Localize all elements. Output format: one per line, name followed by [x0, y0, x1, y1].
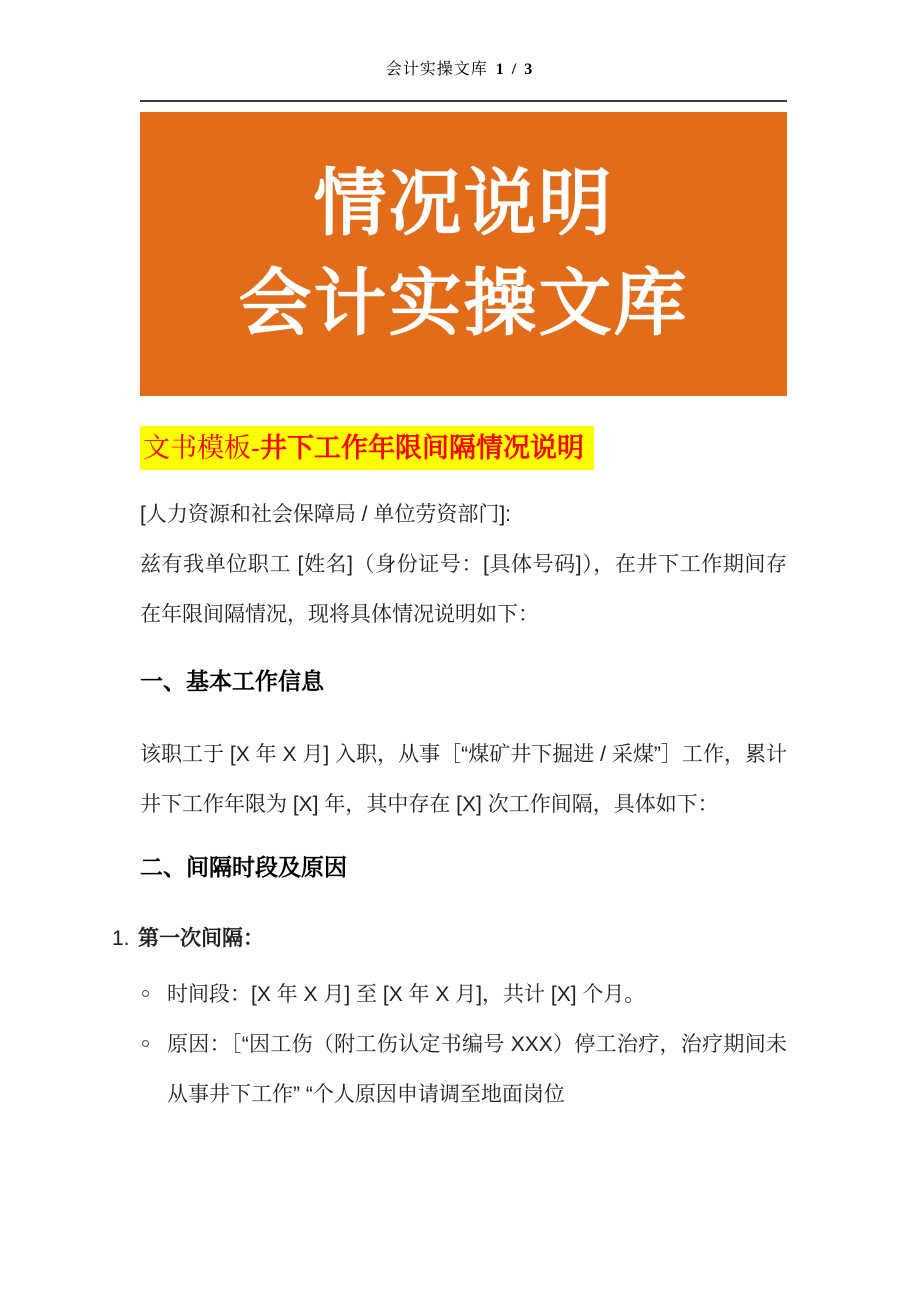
- salutation-paragraph: [人力资源和社会保障局 / 单位劳资部门]:: [140, 503, 512, 526]
- detail-reason-text: 原因：［“因工伤（附工伤认定书编号 XXX）停工治疗，治疗期间未从事井下工作” “个人原因申请调至地面岗位: [167, 1033, 787, 1106]
- circle-bullet-icon: [142, 990, 149, 997]
- interval-item-1: [112, 914, 787, 1120]
- detail-item-period: [112, 970, 787, 1020]
- section-heading-basic-info: 一、基本工作信息: [140, 668, 324, 694]
- interval-item-label: 第一次间隔：: [138, 927, 264, 950]
- document-body: [112, 490, 787, 1120]
- banner-title-line1: 情况说明: [313, 163, 614, 244]
- doc-title-main: 井下工作年限间隔情况说明: [260, 433, 584, 463]
- interval-detail-list: [112, 970, 787, 1120]
- basic-info-paragraph: 该职工于 [X 年 X 月] 入职，从事［“煤矿井下掘进 / 采煤”］工作，累计井下工作年限为 [X] 年，其中存在 [X] 次工作间隔，具体如下：: [140, 743, 787, 816]
- detail-period-text: 时间段：[X 年 X 月] 至 [X 年 X 月]，共计 [X] 个月。: [167, 983, 646, 1006]
- header-divider: [140, 100, 787, 102]
- detail-item-reason: [112, 1020, 787, 1120]
- interval-list: [112, 914, 787, 1120]
- doc-title: [140, 426, 787, 470]
- circle-bullet-icon: [142, 1040, 149, 1047]
- section-heading-interval-reason: 二、间隔时段及原因: [140, 854, 347, 880]
- banner-title-line2: 会计实操文库: [238, 263, 689, 344]
- intro-paragraph: 兹有我单位职工 [姓名]（身份证号：[具体号码]），在井下工作期间存在年限间隔情况，现将具体情况说明如下：: [140, 553, 787, 626]
- doc-title-highlight: [140, 426, 594, 470]
- header-page-number: 1 / 3: [495, 61, 535, 78]
- cover-banner: [140, 112, 787, 396]
- page-header: [0, 0, 920, 79]
- header-library-name: 会计实操文库: [385, 61, 488, 78]
- interval-item-line: [112, 914, 787, 964]
- doc-title-prefix: 文书模板-: [143, 433, 260, 463]
- interval-item-number: 1.: [112, 927, 130, 950]
